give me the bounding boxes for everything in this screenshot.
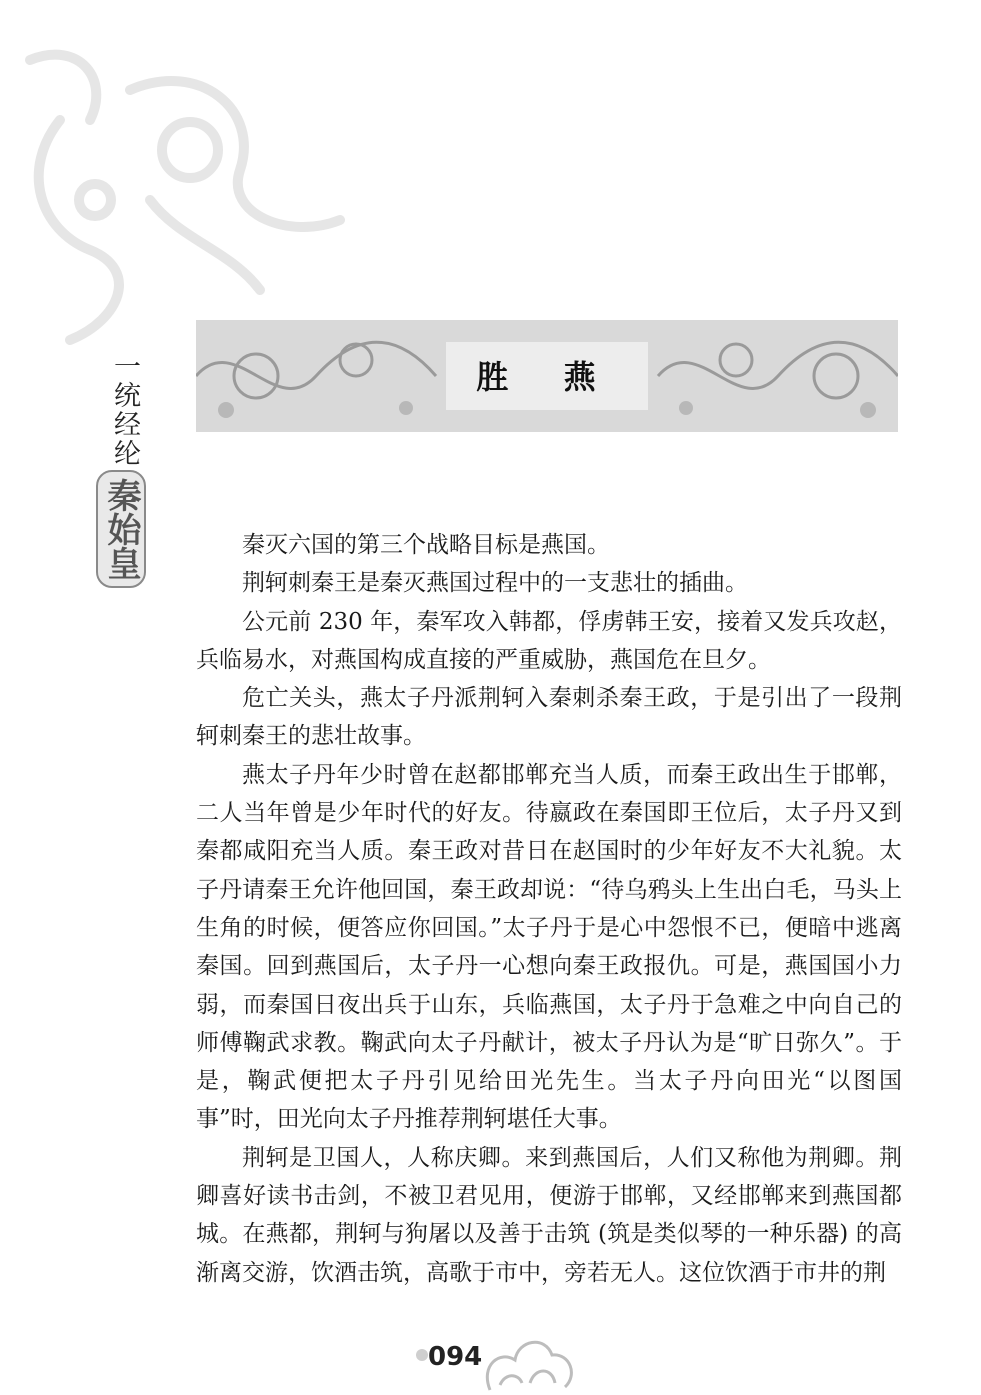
decorative-corner-art [0,0,420,360]
footer-cloud-ornament [400,1325,580,1395]
paragraph: 荆轲刺秦王是秦灭燕国过程中的一支悲壮的插曲。 [242,570,748,597]
series-title-vertical: 一统经纶 [109,352,140,468]
section-banner [196,320,898,432]
paragraph: 秦灭六国的第三个战略目标是燕国。 [242,532,610,558]
body-text [196,526,902,1292]
section-title: 胜 燕 [476,358,618,396]
paragraph: 公元前 230 年，秦军攻入韩都，俘虏韩王安，接着又发兵攻赵，兵临易水，对燕国构成直接的严重威胁，燕国危在旦夕。 [196,608,902,673]
paragraph: 荆轲是卫国人，人称庆卿。来到燕国后，人们又称他为荆卿。荆卿喜好读书击剑，不被卫君见用，便游于邯郸，又经邯郸来到燕国都城。在燕都，荆轲与狗屠以及善于击筑 (筑是类似琴的一种乐器) 的高渐离交游，饮酒击筑，高歌于市中，旁若无人。这位饮酒于市井的荆 [196,1144,902,1286]
paragraph: 燕太子丹年少时曾在赵都邯郸充当人质，而秦王政出生于邯郸，二人当年曾是少年时代的好友。待嬴政在秦国即王位后，太子丹又到秦都咸阳充当人质。秦王政对昔日在赵国时的少年好友不大礼貌。太子丹请秦王允许他回国，秦王政却说：“待乌鸦头上生出白毛，马头上生角的时候，便答应你回国。”太子丹于是心中怨恨不已，便暗中逃离秦国。回到燕国后，太子丹一心想向秦王政报仇。可是，燕国国小力弱，而秦国日夜出兵于山东，兵临燕国，太子丹于急难之中向自己的师傅鞠武求教。鞠武向太子丹献计，被太子丹认为是“旷日弥久”。于是，鞠武便把太子丹引见给田光先生。当太子丹向田光“以图国事”时，田光向太子丹推荐荆轲堪任大事。 [196,761,902,1133]
page-number: 094 [428,1342,483,1372]
book-title-badge: 秦始皇 [96,470,146,588]
paragraph: 危亡关头，燕太子丹派荆轲入秦刺杀秦王政，于是引出了一段荆轲刺秦王的悲壮故事。 [196,685,902,750]
